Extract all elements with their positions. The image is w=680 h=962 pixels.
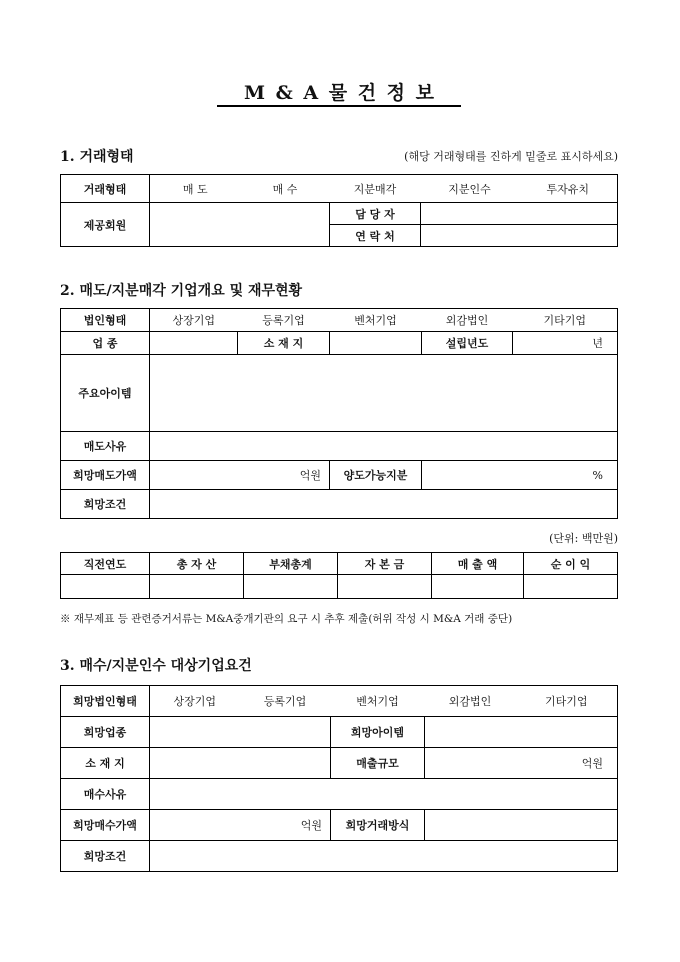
fin-assets-field[interactable] [150, 575, 244, 599]
fin-net-income-field[interactable] [524, 575, 618, 599]
section2-heading: 2. 매도/지분매각 기업개요 및 재무현황 [60, 283, 303, 299]
item-field[interactable] [150, 355, 618, 432]
title-underline [217, 105, 461, 107]
sell-price-label: 희망매도가액 [61, 461, 150, 490]
sell-condition-label: 희망조건 [61, 490, 150, 519]
target-requirements-table [60, 685, 618, 872]
buy-price-field[interactable]: 억원 [150, 810, 331, 841]
fin-header-sales: 매 출 액 [432, 553, 524, 575]
deal-option-share-sell[interactable]: 지분매각 [330, 175, 421, 203]
fin-liabilities-field[interactable] [244, 575, 338, 599]
section1-note: (해당 거래형태를 진하게 밑줄로 표시하세요) [404, 150, 618, 163]
deal-type-table [60, 174, 618, 247]
transferable-share-field[interactable]: % [422, 461, 618, 490]
contact-label: 연 락 처 [330, 225, 421, 247]
target-corp-type-audited[interactable]: 외감법인 [425, 686, 516, 717]
contact-person-label: 담 당 자 [330, 203, 421, 225]
deal-option-invest[interactable]: 투자유치 [519, 175, 618, 203]
founded-label: 설립년도 [422, 332, 513, 355]
section1-heading: 1. 거래형태 [60, 149, 134, 165]
fin-header-capital: 자 본 금 [338, 553, 432, 575]
buy-reason-label: 매수사유 [61, 779, 150, 810]
fin-sales-field[interactable] [432, 575, 524, 599]
company-overview-table [60, 308, 618, 519]
target-sales-label: 매출규모 [331, 748, 425, 779]
target-corp-type-label: 희망법인형태 [61, 686, 150, 717]
target-industry-label: 희망업종 [61, 717, 150, 748]
corp-type-audited[interactable]: 외감법인 [422, 309, 513, 332]
fin-header-liabilities: 부채총계 [244, 553, 338, 575]
location-field[interactable] [330, 332, 422, 355]
fin-header-year: 직전연도 [61, 553, 150, 575]
documents-footnote: ※ 재무제표 등 관련증거서류는 M&A중개기관의 요구 시 추후 제출(허위 작성 시 M&A 거래 중단) [60, 613, 513, 625]
fin-year-field[interactable] [61, 575, 150, 599]
contact-person-field[interactable] [421, 203, 618, 225]
founded-field[interactable]: 년 [513, 332, 618, 355]
fin-header-assets: 총 자 산 [150, 553, 244, 575]
unit-note: (단위: 백만원) [549, 532, 618, 545]
corp-type-other[interactable]: 기타기업 [513, 309, 618, 332]
corp-type-registered[interactable]: 등록기업 [238, 309, 330, 332]
target-location-field[interactable] [150, 748, 331, 779]
fin-header-net-income: 순 이 익 [524, 553, 618, 575]
buy-condition-label: 희망조건 [61, 841, 150, 872]
deal-method-field[interactable] [425, 810, 618, 841]
industry-label: 업 종 [61, 332, 150, 355]
target-corp-type-venture[interactable]: 벤처기업 [331, 686, 425, 717]
target-item-field[interactable] [425, 717, 618, 748]
deal-type-label: 거래형태 [61, 175, 150, 203]
buy-condition-field[interactable] [150, 841, 618, 872]
sell-condition-field[interactable] [150, 490, 618, 519]
fin-capital-field[interactable] [338, 575, 432, 599]
location-label: 소 재 지 [238, 332, 330, 355]
member-label: 제공회원 [61, 203, 150, 247]
deal-option-sell[interactable]: 매 도 [150, 175, 241, 203]
buy-reason-field[interactable] [150, 779, 618, 810]
sell-price-field[interactable]: 억원 [150, 461, 330, 490]
item-label: 주요아이템 [61, 355, 150, 432]
deal-option-buy[interactable]: 매 수 [241, 175, 330, 203]
contact-field[interactable] [421, 225, 618, 247]
target-location-label: 소 재 지 [61, 748, 150, 779]
industry-field[interactable] [150, 332, 238, 355]
target-corp-type-registered[interactable]: 등록기업 [240, 686, 331, 717]
sell-reason-label: 매도사유 [61, 432, 150, 461]
corp-type-label: 법인형태 [61, 309, 150, 332]
page-title: M & A 물 건 정 보 [243, 82, 437, 104]
deal-option-share-buy[interactable]: 지분인수 [421, 175, 519, 203]
buy-price-label: 희망매수가액 [61, 810, 150, 841]
target-industry-field[interactable] [150, 717, 331, 748]
section3-heading: 3. 매수/지분인수 대상기업요건 [60, 658, 252, 674]
target-corp-type-other[interactable]: 기타기업 [516, 686, 618, 717]
target-item-label: 희망아이템 [331, 717, 425, 748]
financial-table [60, 552, 618, 599]
target-sales-field[interactable]: 억원 [425, 748, 618, 779]
member-field[interactable] [150, 203, 330, 247]
sell-reason-field[interactable] [150, 432, 618, 461]
deal-method-label: 희망거래방식 [331, 810, 425, 841]
corp-type-venture[interactable]: 벤처기업 [330, 309, 422, 332]
transferable-share-label: 양도가능지분 [330, 461, 422, 490]
corp-type-listed[interactable]: 상장기업 [150, 309, 238, 332]
target-corp-type-listed[interactable]: 상장기업 [150, 686, 240, 717]
